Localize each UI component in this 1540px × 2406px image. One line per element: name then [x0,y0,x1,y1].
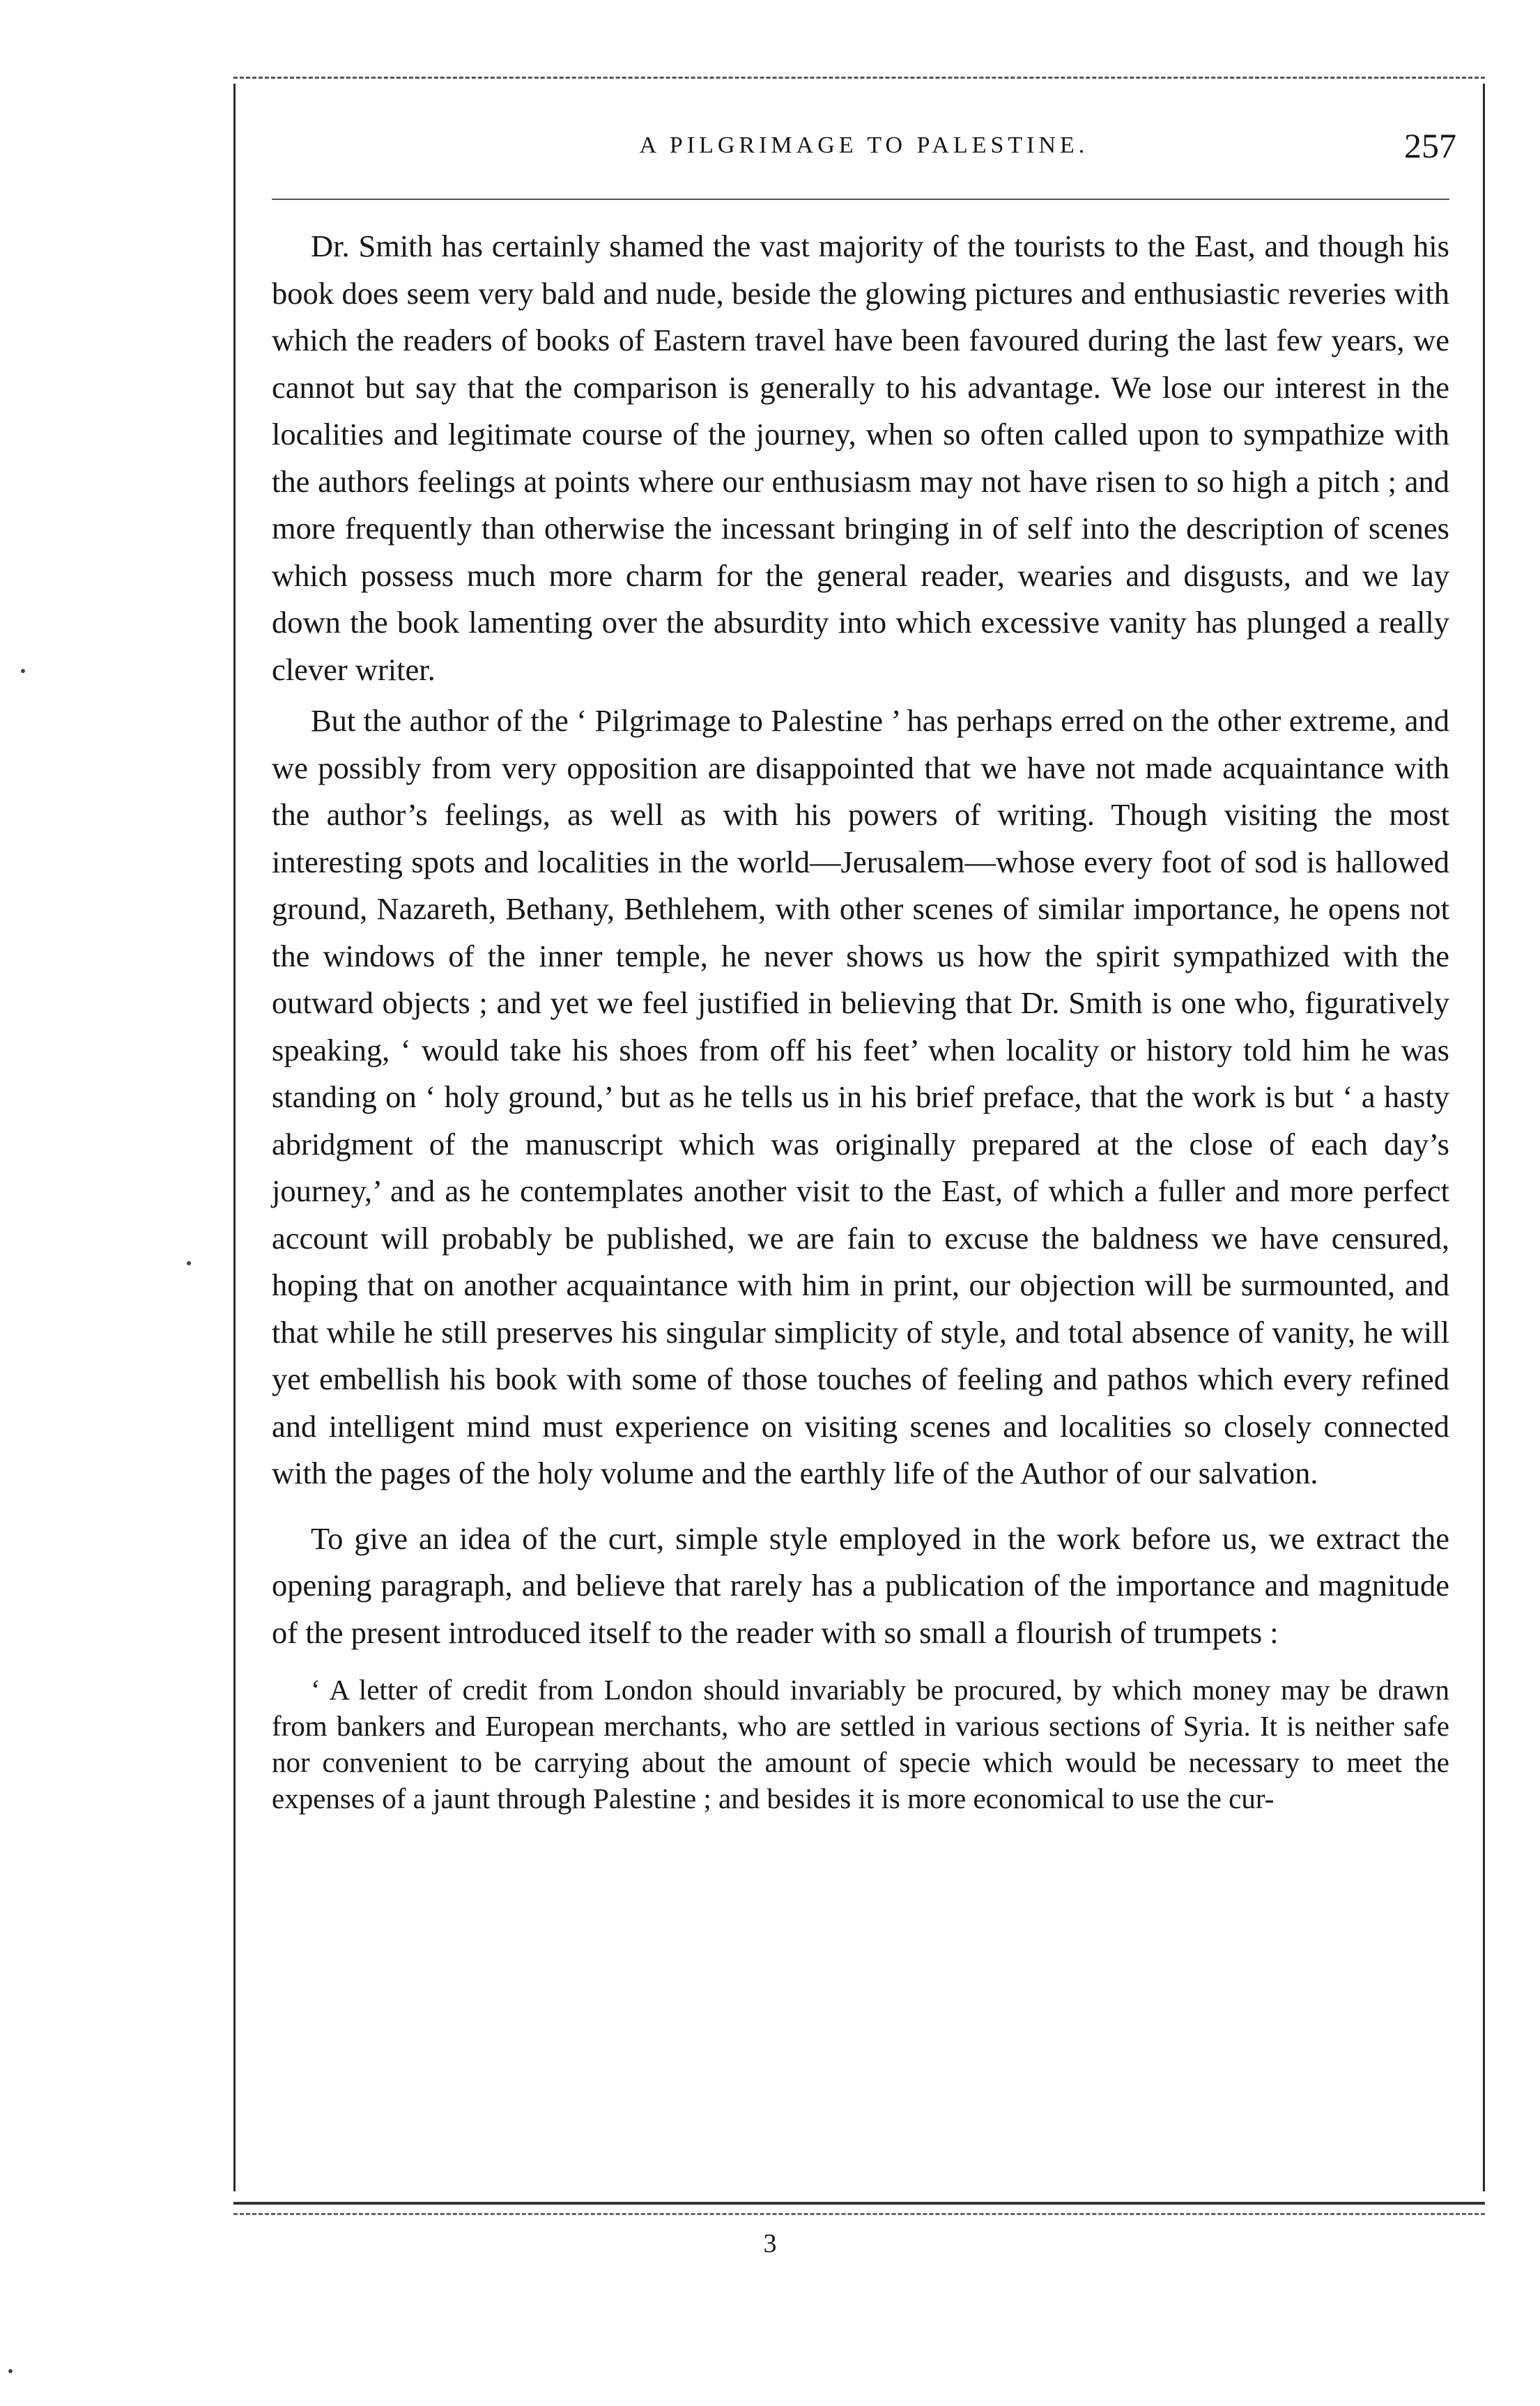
paragraph: To give an idea of the curt, simple style employed in the work before us, we extract the opening paragraph, and believe that rarely has a publication of the importance and magnitude of the present introduced itself to the reader with so small a flourish of trumpets : [272,1520,1449,1650]
running-head [272,125,1456,181]
header-rule [272,199,1449,200]
scan-speck [21,669,25,673]
running-title: A PILGRIMAGE TO PALESTINE. [639,132,1089,158]
page-top-border [233,77,1485,79]
page-number: 257 [1404,126,1456,165]
block-quote: ‘ A letter of credit from London should invariably be procured, by which money may be drawn from bankers and European merchants, who are settled in various sections of Syria. It is neither safe nor convenient to be carrying about the amount of specie which would be necessary to meet the expenses of a jaunt through Palestine ; and besides it is more economical to use the cur- [272,1674,1449,1814]
article-body [272,223,1449,1817]
page-bottom-border [233,2202,1485,2205]
scan-speck [187,1261,191,1265]
signature-mark: 3 [763,2229,777,2258]
page-bottom-dashed-border [233,2213,1485,2215]
scan-speck [8,2369,13,2373]
paragraph: Dr. Smith has certainly shamed the vast majority of the tourists to the East, and though his book does seem very bald and nude, beside the glowing pictures and enthusiastic reveries with which the readers of books of Eastern travel have been favoured during the last few years, we cannot but say that the comparison is generally to his advantage. We lose our interest in the localities and legitimate course of the journey, when so often called upon to sympathize with the authors feelings at points where our enthusiasm may not have risen to so high a pitch ; and more frequently than otherwise the incessant bringing in of self into the description of scenes which possess much more charm for the general reader, wearies and disgusts, and we lay down the book lamenting over the absurdity into which excessive vanity has plunged a really clever writer. [272,229,1449,687]
paragraph: But the author of the ‘ Pilgrimage to Palestine ’ has perhaps erred on the other extreme, and we possibly from very opposition are disappointed that we have not made acquaintance with the author’s feelings, as well as with his powers of writing. Though visiting the most interesting spots and localities in the world—Jerusalem—whose every foot of sod is hallowed ground, Nazareth, Bethany, Bethlehem, with other scenes of similar importance, he opens not the windows of the inner temple, he never shows us how the spirit sympathized with the outward objects ; and yet we feel justified in believing that Dr. Smith is one who, figuratively speaking, ‘ would take his shoes from off his feet’ when locality or history told him he was standing on ‘ holy ground,’ but as he tells us in his brief preface, that the work is but ‘ a hasty abridgment of the manuscript which was originally prepared at the close of each day’s journey,’ and as he contemplates another visit to the East, of which a fuller and more perfect account will probably be published, we are fain to excuse the baldness we have censured, hoping that on another acquaintance with him in print, our objection will be surmounted, and that while he still preserves his singular simplicity of style, and total absence of vanity, he will yet embellish his book with some of those touches of feeling and pathos which every refined and intelligent mind must experience on visiting scenes and localities so closely connected with the pages of the holy volume and the earthly life of the Author of our salvation. [272,703,1449,1490]
